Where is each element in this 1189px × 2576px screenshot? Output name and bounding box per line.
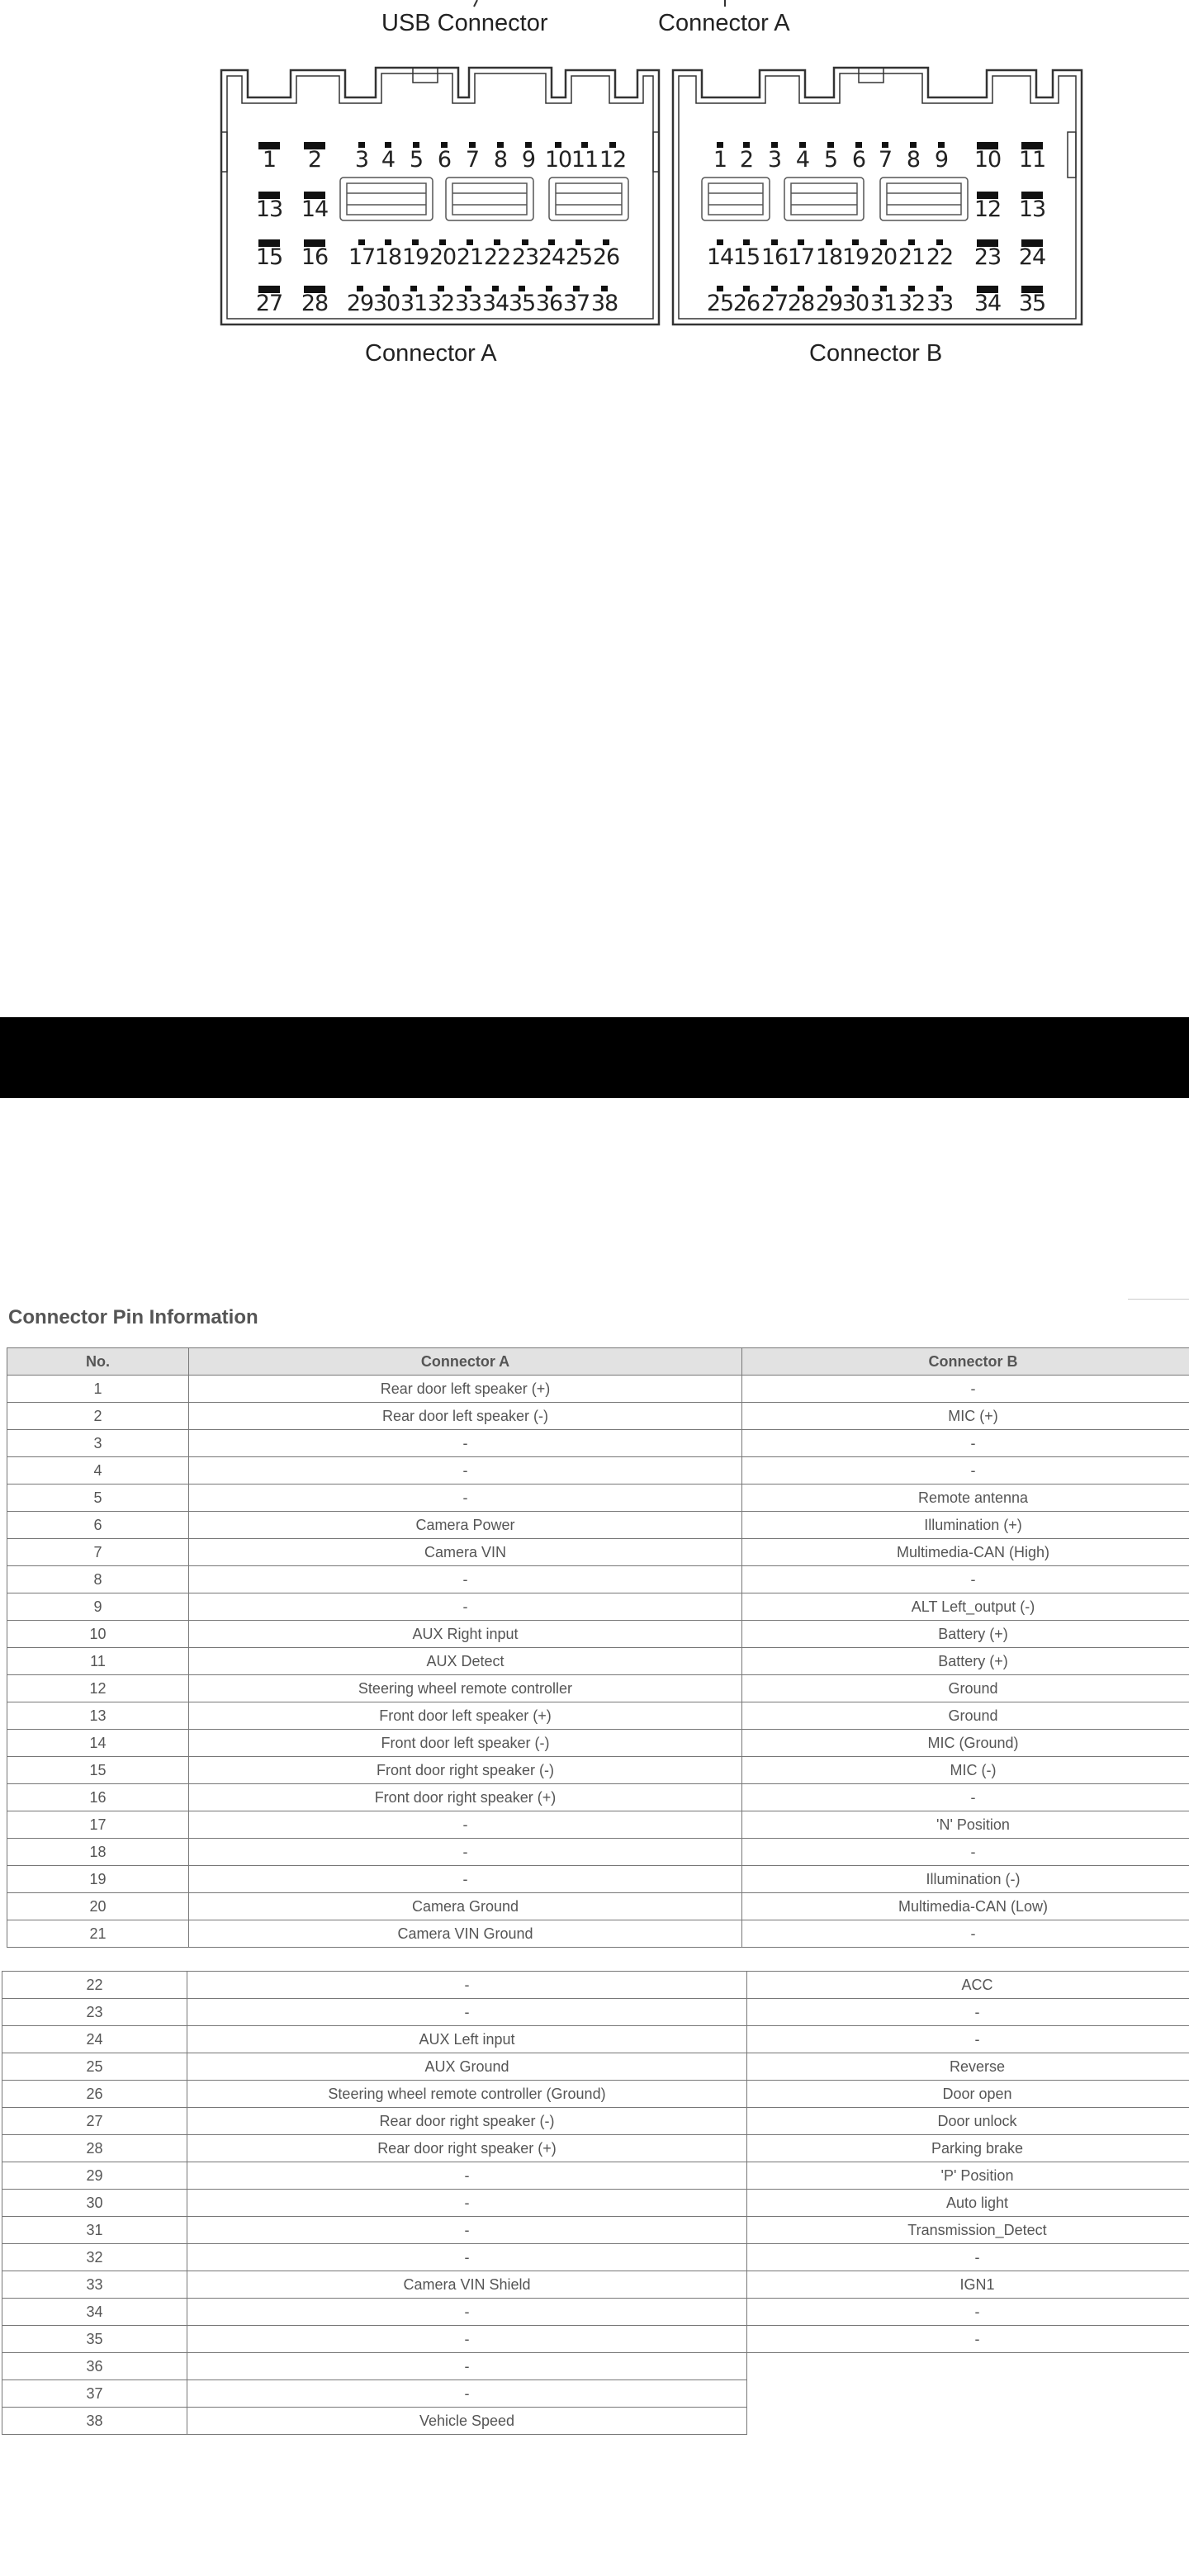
table-row — [7, 1430, 1189, 1457]
connector-a-pin-label: 2 — [307, 147, 322, 173]
pin-number-cell: 22 — [2, 1972, 187, 1999]
pin-number-cell: 38 — [2, 2408, 187, 2435]
connector-a-pin-label: 10 — [544, 147, 572, 173]
pin-number-cell: 33 — [2, 2271, 187, 2299]
table-row — [7, 1457, 1189, 1485]
connector-a-pin-label: 3 — [354, 147, 369, 173]
connector-a-cell: Vehicle Speed — [187, 2408, 747, 2435]
connector-a-pin-label: 26 — [592, 244, 620, 270]
connector-a-pin-label: 31 — [400, 291, 428, 316]
connector-a-cell: - — [189, 1485, 742, 1512]
connector-a-pin-label: 1 — [262, 147, 277, 173]
connector-b-pin-label: 6 — [851, 147, 866, 173]
connector-a-pin-label: 32 — [427, 291, 455, 316]
pin-number-cell: 19 — [7, 1866, 189, 1893]
pin-number-cell: 10 — [7, 1621, 189, 1648]
connector-b-pin-label: 35 — [1018, 291, 1046, 316]
table-row — [7, 1784, 1189, 1811]
table-row — [2, 2162, 1189, 2190]
connector-b-cell: Battery (+) — [742, 1648, 1189, 1675]
connector-b-cell — [747, 2408, 1189, 2435]
connector-b-pin-label: 17 — [787, 244, 815, 270]
pin-number-cell: 8 — [7, 1566, 189, 1593]
connector-b-cell: - — [742, 1430, 1189, 1457]
usb-connector-label: USB Connector — [381, 10, 548, 36]
connector-a-cell: - — [187, 2244, 747, 2271]
connector-a-cell: Front door right speaker (+) — [189, 1784, 742, 1811]
pin-number-cell: 4 — [7, 1457, 189, 1485]
connector-a-pin-label: 37 — [562, 291, 590, 316]
pin-number-cell: 37 — [2, 2380, 187, 2408]
connector-b-pin-label: 19 — [841, 244, 869, 270]
pin-number-cell: 36 — [2, 2353, 187, 2380]
connector-a-pin-label: 18 — [374, 244, 402, 270]
divider — [1128, 1299, 1189, 1300]
connector-a-cell: - — [187, 2190, 747, 2217]
connector-b-pin-label: 1 — [713, 147, 727, 173]
connector-a-cell: - — [187, 1972, 747, 1999]
connector-b-cell: - — [742, 1566, 1189, 1593]
connector-b-pin-label: 14 — [706, 244, 734, 270]
connector-a-cell: - — [189, 1839, 742, 1866]
table-row — [2, 2081, 1189, 2108]
connector-a-cell: Camera Ground — [189, 1893, 742, 1920]
table-header-row — [7, 1348, 1189, 1376]
connector-b-cell: Remote antenna — [742, 1485, 1189, 1512]
pin-number-cell: 30 — [2, 2190, 187, 2217]
pin-number-cell: 14 — [7, 1730, 189, 1757]
connector-a-pin-label: 24 — [538, 244, 566, 270]
pin-number-cell: 7 — [7, 1539, 189, 1566]
connector-a-cell: - — [189, 1593, 742, 1621]
connector-a-cell: AUX Detect — [189, 1648, 742, 1675]
connector-b-cell: Ground — [742, 1675, 1189, 1702]
connector-b-cell: - — [747, 2026, 1189, 2053]
connector-a-cell: - — [187, 2217, 747, 2244]
connector-a-pin-label: 23 — [511, 244, 539, 270]
section-title: Connector Pin Information — [8, 1306, 258, 1328]
connector-a-cell: - — [187, 2162, 747, 2190]
header-connector-a: Connector A — [189, 1348, 742, 1376]
connector-b-cell: Multimedia-CAN (Low) — [742, 1893, 1189, 1920]
connector-a-pin-label: 9 — [521, 147, 536, 173]
table-row — [7, 1893, 1189, 1920]
connector-a-pin-label: 27 — [255, 291, 283, 316]
pin-number-cell: 2 — [7, 1403, 189, 1430]
pin-table-part-2 — [2, 1971, 1189, 2435]
connector-a-pin-label: 28 — [301, 291, 329, 316]
connector-b-pin-label: 20 — [869, 244, 898, 270]
connector-a-cell: Steering wheel remote controller — [189, 1675, 742, 1702]
table-row — [2, 2353, 1189, 2380]
table-row — [7, 1811, 1189, 1839]
connector-a-cell: Camera Power — [189, 1512, 742, 1539]
connector-b-cell: Battery (+) — [742, 1621, 1189, 1648]
header-no: No. — [7, 1348, 189, 1376]
connector-b-pins — [707, 142, 1045, 316]
connector-a-cell: - — [189, 1457, 742, 1485]
connector-b-cell: - — [742, 1784, 1189, 1811]
connector-b-pin-label: 31 — [869, 291, 898, 316]
connector-b-pin-label: 23 — [973, 244, 1002, 270]
table-row — [7, 1593, 1189, 1621]
connector-b-pin-label: 13 — [1018, 197, 1046, 222]
connector-b-cell — [747, 2380, 1189, 2408]
connector-b-cell — [747, 2353, 1189, 2380]
table-row — [7, 1839, 1189, 1866]
connector-a-cell: Camera VIN — [189, 1539, 742, 1566]
connector-a-cell: AUX Right input — [189, 1621, 742, 1648]
connector-a-cell: - — [189, 1811, 742, 1839]
table-row — [2, 2053, 1189, 2081]
connector-b-cell: - — [742, 1457, 1189, 1485]
connector-a-pin-label: 16 — [301, 244, 329, 270]
pin-number-cell: 32 — [2, 2244, 187, 2271]
connector-a-cell: - — [187, 2380, 747, 2408]
connector-a-pin-label: 20 — [429, 244, 457, 270]
connector-a-cell: - — [189, 1430, 742, 1457]
connector-a-cell: - — [189, 1566, 742, 1593]
table-row — [2, 2380, 1189, 2408]
connector-a-pin-label: 14 — [301, 197, 329, 222]
connector-b-cell: Illumination (+) — [742, 1512, 1189, 1539]
pin-number-cell: 12 — [7, 1675, 189, 1702]
connector-b-cell: Reverse — [747, 2053, 1189, 2081]
connector-a-top-label: Connector A — [658, 10, 790, 36]
connector-a-pin-label: 38 — [590, 291, 618, 316]
connector-a-cell: Rear door right speaker (+) — [187, 2135, 747, 2162]
connector-b-pin-label: 25 — [706, 291, 734, 316]
connector-a-cell: AUX Left input — [187, 2026, 747, 2053]
connector-a-cell: Camera VIN Shield — [187, 2271, 747, 2299]
connector-b-cell: - — [747, 2326, 1189, 2353]
pin-number-cell: 5 — [7, 1485, 189, 1512]
table-row — [2, 2135, 1189, 2162]
pin-number-cell: 16 — [7, 1784, 189, 1811]
connector-b-pin-label: 22 — [926, 244, 954, 270]
connector-b-cell: Door unlock — [747, 2108, 1189, 2135]
connector-a-pin-label: 4 — [381, 147, 396, 173]
pin-number-cell: 3 — [7, 1430, 189, 1457]
connector-b-pin-label: 28 — [787, 291, 815, 316]
connector-b-cell: - — [742, 1839, 1189, 1866]
connector-a-pin-label: 5 — [409, 147, 424, 173]
table-row — [7, 1920, 1189, 1948]
connector-a-pin-label: 29 — [346, 291, 374, 316]
connector-b-pin-label: 2 — [739, 147, 754, 173]
connector-diagram — [0, 0, 1189, 347]
connector-b-pin-label: 30 — [841, 291, 869, 316]
pin-number-cell: 26 — [2, 2081, 187, 2108]
connector-b-cell: - — [747, 1999, 1189, 2026]
connector-a-pin-label: 8 — [493, 147, 508, 173]
connector-a-cell: Front door right speaker (-) — [189, 1757, 742, 1784]
connector-b-cell: Ground — [742, 1702, 1189, 1730]
connector-a-cell: Front door left speaker (+) — [189, 1702, 742, 1730]
connector-a-pin-label: 19 — [401, 244, 429, 270]
table-row — [2, 2026, 1189, 2053]
table-row — [7, 1675, 1189, 1702]
connector-b-cell: MIC (+) — [742, 1403, 1189, 1430]
connector-b-pin-label: 8 — [906, 147, 921, 173]
connector-a-pin-label: 12 — [599, 147, 627, 173]
connector-b-pin-label: 5 — [823, 147, 838, 173]
connector-b-cell: Illumination (-) — [742, 1866, 1189, 1893]
pin-number-cell: 24 — [2, 2026, 187, 2053]
connector-a-cell: - — [187, 2353, 747, 2380]
table-row — [2, 2190, 1189, 2217]
connector-b-cell: MIC (-) — [742, 1757, 1189, 1784]
connector-a-pin-label: 13 — [255, 197, 283, 222]
pin-number-cell: 31 — [2, 2217, 187, 2244]
connector-a-cell: Steering wheel remote controller (Ground) — [187, 2081, 747, 2108]
connector-b-cell: - — [747, 2244, 1189, 2271]
connector-a-cell: Front door left speaker (-) — [189, 1730, 742, 1757]
connector-b-pin-label: 10 — [973, 147, 1002, 173]
table-row — [7, 1648, 1189, 1675]
connector-b-cell: - — [747, 2299, 1189, 2326]
table-row — [7, 1485, 1189, 1512]
connector-b-pin-label: 27 — [760, 291, 789, 316]
connector-a-pin-label: 35 — [508, 291, 536, 316]
header-connector-b: Connector B — [742, 1348, 1189, 1376]
pin-number-cell: 13 — [7, 1702, 189, 1730]
connector-b-pin-label: 3 — [767, 147, 782, 173]
connector-a-cell: - — [187, 2299, 747, 2326]
connector-b-pin-label: 7 — [878, 147, 893, 173]
connector-b-pin-label: 15 — [732, 244, 760, 270]
connector-b-cell: 'N' Position — [742, 1811, 1189, 1839]
table-row — [7, 1757, 1189, 1784]
connector-b-cell: ACC — [747, 1972, 1189, 1999]
connector-b-pin-label: 24 — [1018, 244, 1046, 270]
table-row — [7, 1566, 1189, 1593]
connector-b-cell: MIC (Ground) — [742, 1730, 1189, 1757]
table-row — [2, 2244, 1189, 2271]
table-row — [2, 2299, 1189, 2326]
connector-a-bottom-label: Connector A — [365, 340, 497, 367]
table-row — [2, 2217, 1189, 2244]
connector-a-cell: AUX Ground — [187, 2053, 747, 2081]
connector-a-cell: - — [189, 1866, 742, 1893]
connector-a-pin-label: 7 — [465, 147, 480, 173]
connector-b-pin-label: 29 — [815, 291, 843, 316]
pin-number-cell: 23 — [2, 1999, 187, 2026]
pin-number-cell: 6 — [7, 1512, 189, 1539]
connector-b-pin-label: 33 — [926, 291, 954, 316]
table-row — [2, 2408, 1189, 2435]
connector-b-pin-label: 11 — [1018, 147, 1046, 173]
connector-b-cell: Auto light — [747, 2190, 1189, 2217]
pin-number-cell: 11 — [7, 1648, 189, 1675]
connector-a-cell: Rear door left speaker (-) — [189, 1403, 742, 1430]
table-row — [7, 1702, 1189, 1730]
table-row — [7, 1376, 1189, 1403]
connector-b-cell: ALT Left_output (-) — [742, 1593, 1189, 1621]
black-band — [0, 1017, 1189, 1098]
connector-a-pin-label: 30 — [372, 291, 400, 316]
table-row — [7, 1730, 1189, 1757]
connector-b-latches — [702, 178, 968, 220]
connector-b-cell: - — [742, 1920, 1189, 1948]
pin-number-cell: 25 — [2, 2053, 187, 2081]
connector-b-cell: Door open — [747, 2081, 1189, 2108]
table-row — [2, 1972, 1189, 1999]
connector-a-pin-label: 25 — [565, 244, 593, 270]
pin-number-cell: 15 — [7, 1757, 189, 1784]
connector-b-cell: Parking brake — [747, 2135, 1189, 2162]
table-row — [7, 1866, 1189, 1893]
connector-b-cell: - — [742, 1376, 1189, 1403]
connector-b-cell: Transmission_Detect — [747, 2217, 1189, 2244]
connector-b-pin-label: 18 — [815, 244, 843, 270]
connector-a-pin-label: 36 — [535, 291, 563, 316]
connector-a-cell: Rear door left speaker (+) — [189, 1376, 742, 1403]
connector-b-pin-label: 16 — [760, 244, 789, 270]
connector-a-pin-label: 11 — [571, 147, 599, 173]
connector-b-pin-label: 26 — [732, 291, 760, 316]
pin-number-cell: 17 — [7, 1811, 189, 1839]
pin-number-cell: 29 — [2, 2162, 187, 2190]
table-row — [7, 1621, 1189, 1648]
connector-b-pin-label: 12 — [973, 197, 1002, 222]
connector-a-pin-label: 21 — [456, 244, 484, 270]
table-row — [2, 2108, 1189, 2135]
pin-number-cell: 27 — [2, 2108, 187, 2135]
connector-b-pin-label: 4 — [795, 147, 810, 173]
connector-b-pin-label: 21 — [898, 244, 926, 270]
connector-a-pin-label: 15 — [255, 244, 283, 270]
table-row — [2, 2326, 1189, 2353]
connector-a-pin-label: 6 — [437, 147, 452, 173]
table-row — [2, 2271, 1189, 2299]
connector-a-cell: - — [187, 2326, 747, 2353]
connector-b-cell: IGN1 — [747, 2271, 1189, 2299]
connector-b-pin-label: 32 — [898, 291, 926, 316]
connector-b-pin-label: 9 — [934, 147, 949, 173]
pin-number-cell: 21 — [7, 1920, 189, 1948]
connector-a-latches — [340, 178, 628, 220]
connector-a-cell: Camera VIN Ground — [189, 1920, 742, 1948]
connector-a-pin-label: 17 — [348, 244, 376, 270]
connector-b-bottom-label: Connector B — [809, 340, 943, 367]
connector-a-pins — [256, 142, 626, 316]
connector-b-cell: 'P' Position — [747, 2162, 1189, 2190]
pin-number-cell: 35 — [2, 2326, 187, 2353]
pin-number-cell: 1 — [7, 1376, 189, 1403]
pin-number-cell: 34 — [2, 2299, 187, 2326]
table-row — [2, 1999, 1189, 2026]
connector-b-cell: Multimedia-CAN (High) — [742, 1539, 1189, 1566]
table-row — [7, 1512, 1189, 1539]
connector-a-pin-label: 22 — [483, 244, 511, 270]
connector-b-pin-label: 34 — [973, 291, 1002, 316]
table-row — [7, 1403, 1189, 1430]
table-row — [7, 1539, 1189, 1566]
pin-number-cell: 28 — [2, 2135, 187, 2162]
connector-a-pin-label: 33 — [454, 291, 482, 316]
pin-number-cell: 18 — [7, 1839, 189, 1866]
pin-table-part-1 — [7, 1347, 1189, 1948]
connector-a-cell: - — [187, 1999, 747, 2026]
pin-number-cell: 9 — [7, 1593, 189, 1621]
pin-number-cell: 20 — [7, 1893, 189, 1920]
connector-a-pin-label: 34 — [481, 291, 509, 316]
connector-a-cell: Rear door right speaker (-) — [187, 2108, 747, 2135]
